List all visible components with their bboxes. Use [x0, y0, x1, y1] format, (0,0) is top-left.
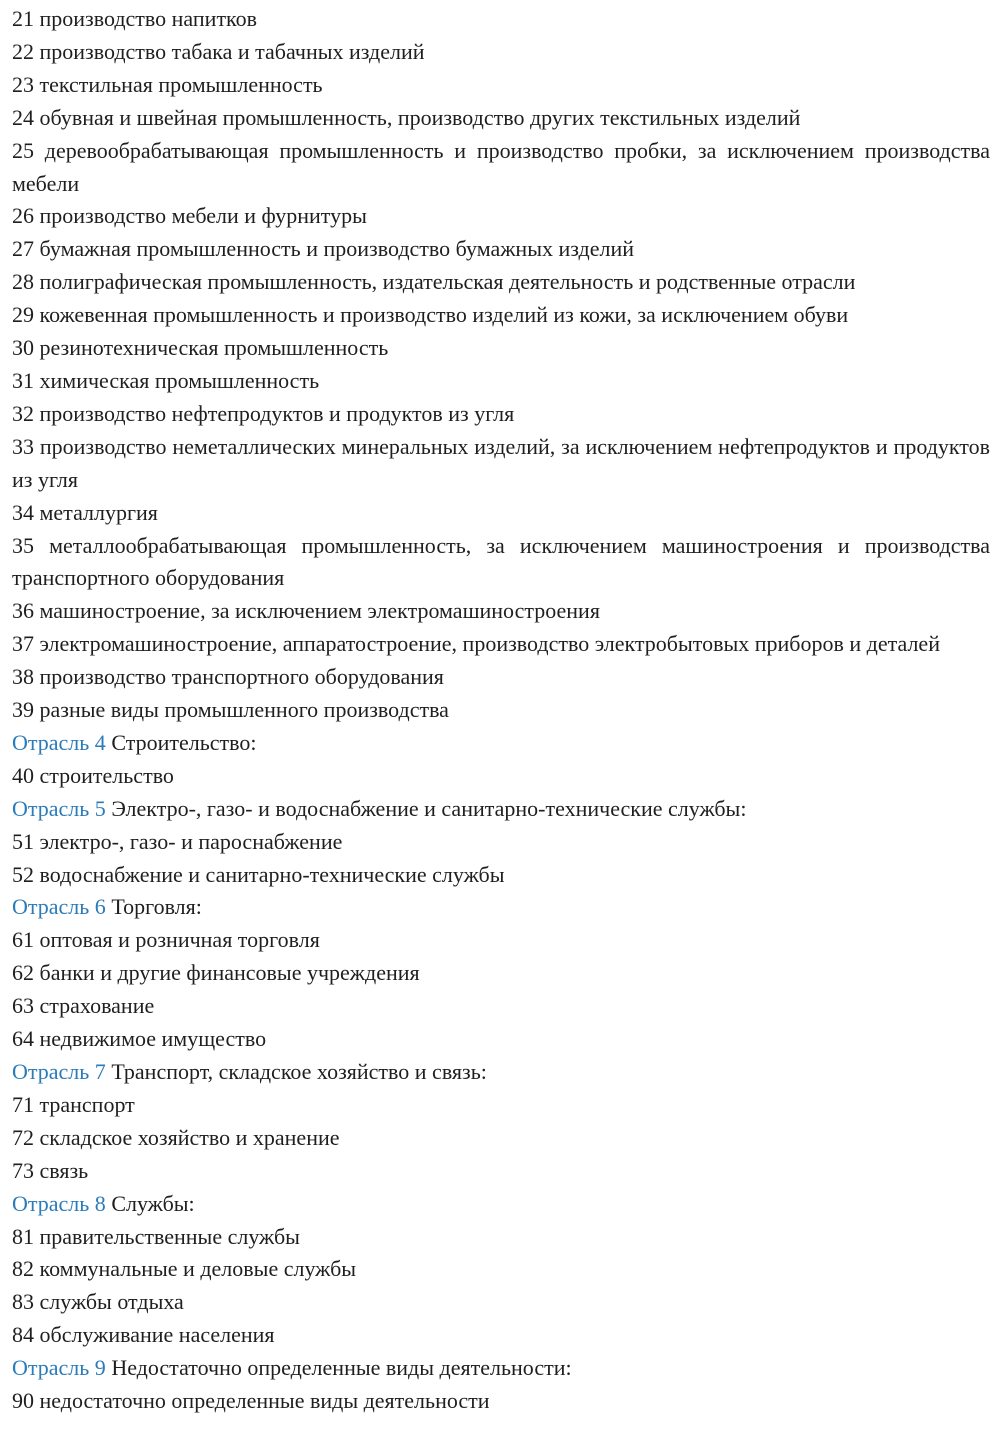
list-item-71: 71 транспорт — [12, 1091, 135, 1117]
list-item-37: 37 электромашиностроение, аппаратостроение, производство электробытовых приборов и деталей — [12, 631, 940, 657]
sector-title-5: Электро-, газо- и водоснабжение и санитарно-технические службы: — [105, 795, 747, 821]
list-item-64: 64 недвижимое имущество — [12, 1026, 267, 1052]
list-item-28: 28 полиграфическая промышленность, издательская деятельность и родственные отрасли — [12, 269, 856, 295]
sector-link-8[interactable]: Отрасль 8 — [12, 1190, 106, 1216]
list-item-22: 22 производство табака и табачных изделий — [12, 38, 425, 64]
list-item-82: 82 коммунальные и деловые службы — [12, 1256, 357, 1282]
list-item-90: 90 недостаточно определенные виды деятельности — [12, 1388, 490, 1414]
list-item-40: 40 строительство — [12, 762, 174, 788]
sector-link-7[interactable]: Отрасль 7 — [12, 1059, 106, 1084]
sector-heading-4 — [12, 727, 990, 760]
sector-title-9: Недостаточно определенные виды деятельности: — [105, 1355, 572, 1381]
list-item-25: 25 деревообрабатывающая промышленность и производство пробки, за исключением производства мебели — [12, 137, 990, 196]
sector-heading-5 — [12, 793, 990, 826]
sector-title-6: Торговля: — [105, 894, 202, 920]
list-item-61: 61 оптовая и розничная торговля — [12, 927, 320, 953]
list-item-21: 21 производство напитков — [12, 6, 258, 31]
list-item-30: 30 резинотехническая промышленность — [12, 335, 389, 361]
list-item-31: 31 химическая промышленность — [12, 367, 320, 393]
list-item-72: 72 складское хозяйство и хранение — [12, 1124, 340, 1150]
list-item-36: 36 машиностроение, за исключением электромашиностроения — [12, 598, 600, 624]
sector-title-4: Строительство: — [105, 729, 257, 755]
list-item-73: 73 связь — [12, 1157, 89, 1183]
list-item-27: 27 бумажная промышленность и производство бумажных изделий — [12, 236, 635, 262]
list-item-38: 38 производство транспортного оборудования — [12, 664, 444, 690]
list-item-29: 29 кожевенная промышленность и производство изделий из кожи, за исключением обуви — [12, 302, 849, 328]
list-item-81: 81 правительственные службы — [12, 1223, 300, 1249]
list-item-62: 62 банки и другие финансовые учреждения — [12, 960, 420, 986]
list-item-84: 84 обслуживание населения — [12, 1322, 275, 1348]
list-item-24: 24 обувная и швейная промышленность, производство других текстильных изделий — [12, 104, 801, 130]
sector-heading-6 — [12, 891, 990, 924]
list-item-52: 52 водоснабжение и санитарно-технические службы — [12, 861, 505, 887]
list-item-39: 39 разные виды промышленного производства — [12, 697, 449, 723]
list-item-34: 34 металлургия — [12, 499, 158, 525]
sector-heading-9 — [12, 1352, 990, 1385]
list-item-33: 33 производство неметаллических минеральных изделий, за исключением нефтепродуктов и продуктов из угля — [12, 433, 990, 492]
list-item-23: 23 текстильная промышленность — [12, 71, 323, 97]
sector-link-4[interactable]: Отрасль 4 — [12, 729, 106, 755]
list-item-83: 83 службы отдыха — [12, 1289, 184, 1315]
sector-link-9[interactable]: Отрасль 9 — [12, 1355, 106, 1381]
sector-link-5[interactable]: Отрасль 5 — [12, 795, 106, 821]
sector-heading-7 — [12, 1056, 990, 1089]
list-item-32: 32 производство нефтепродуктов и продуктов из угля — [12, 400, 515, 426]
sector-heading-8 — [12, 1188, 990, 1221]
list-item-51: 51 электро-, газо- и пароснабжение — [12, 828, 343, 854]
list-item-63: 63 страхование — [12, 993, 155, 1019]
sector-link-6[interactable]: Отрасль 6 — [12, 894, 106, 920]
list-item-26: 26 производство мебели и фурнитуры — [12, 203, 367, 229]
sector-title-8: Службы: — [105, 1190, 195, 1216]
sector-title-7: Транспорт, складское хозяйство и связь: — [105, 1059, 487, 1084]
list-item-35: 35 металлообрабатывающая промышленность, за исключением машиностроения и производства транспортного оборудования — [12, 532, 990, 591]
